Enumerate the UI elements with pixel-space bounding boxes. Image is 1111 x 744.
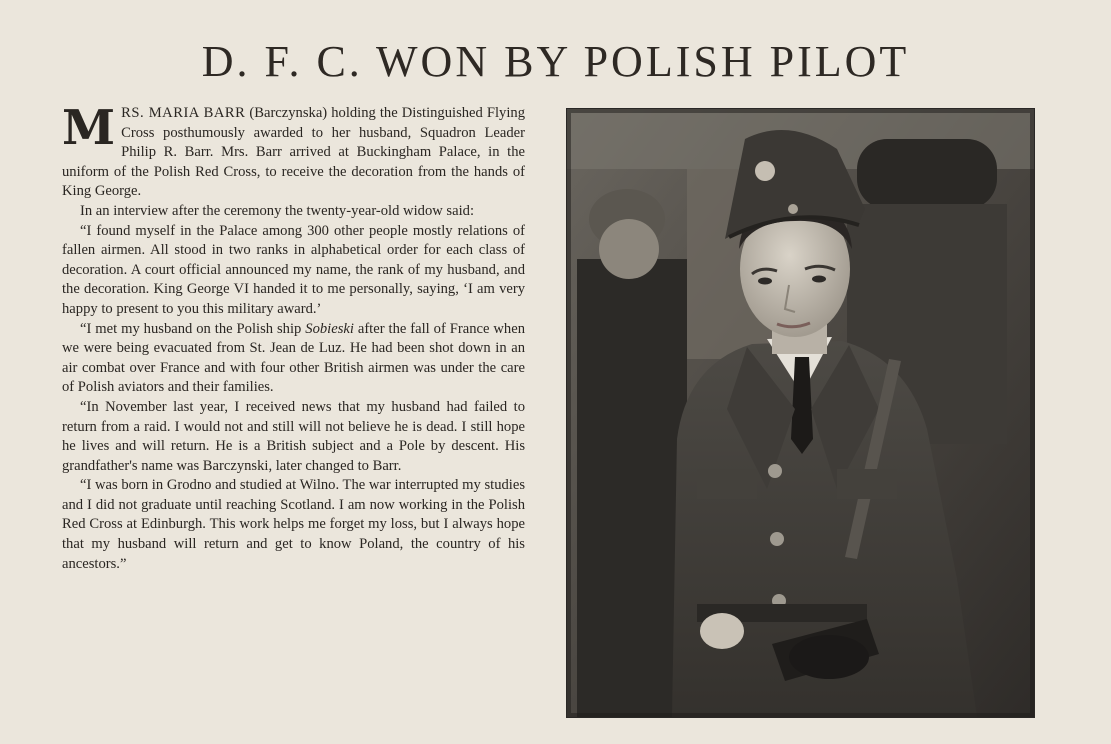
paragraph-4-text-b: after the fall of France when we were being evacuated from St. Jean de Luz. He had been shot down in an air combat over France and with four other British airmen was under the care of Polish aviators and their families. — [62, 320, 526, 396]
background-figure-left — [577, 259, 687, 717]
article-column — [62, 100, 526, 574]
left-hand — [700, 613, 744, 649]
gloved-hand — [789, 635, 869, 679]
article-paragraph-3: “I found myself in the Palace among 300 other people mostly relations of fallen airmen. All stood in two ranks in alphabetical order for each class of decoration. A court official announced my name, the rank of my husband, and the decoration. King George VI handed it to me personally, saying, ‘I am very happy to present to you this military award.’ — [62, 222, 525, 317]
photo-illustration — [567, 109, 1034, 717]
article-paragraph-2: In an interview after the ceremony the twenty-year-old widow said: — [80, 202, 474, 219]
article-paragraph-6: “I was born in Grodno and studied at Wilno. The war interrupted my studies and I did not graduate until reaching Scotland. I am now working in the Polish Red Cross at Edinburgh. This work helps me forget my loss, but I always hope that my husband will return and get to know Poland, the country of his ancestors.” — [62, 477, 525, 572]
article-paragraph-4 — [62, 320, 525, 398]
portrait-photo — [566, 108, 1035, 718]
lead-words: RS. MARIA BARR — [121, 105, 246, 121]
uniform-button — [770, 532, 784, 546]
uniform-button — [768, 464, 782, 478]
background-hat-right — [857, 139, 997, 209]
drop-cap: M — [62, 100, 116, 156]
paragraph-4-text-a: “I met my husband on the Polish ship — [80, 320, 306, 337]
eagle-badge-icon — [755, 161, 775, 181]
ship-name: Sobieski — [305, 320, 354, 337]
paragraph-1-text: (Barczynska) holding the Distinguished Flying Cross posthumously awarded to her husband, Squadron Leader Philip R. Barr. Mrs. Barr arrived at Buckingham Palace, in the uniform of the Polish Red Cross, to receive the decoration from the hands of King George. — [62, 105, 525, 200]
necktie — [791, 357, 813, 454]
article-paragraph-5: “In November last year, I received news that my husband had failed to return from a raid. I would not and still will not believe he is dead. I still hope he lives and will return. He is a British subject and a Pole by descent. His grandfather's name was Barczynski, later changed to Barr. — [62, 398, 525, 474]
article-paragraph-1 — [62, 100, 525, 202]
headline: D. F. C. WON BY POLISH PILOT — [201, 37, 910, 86]
